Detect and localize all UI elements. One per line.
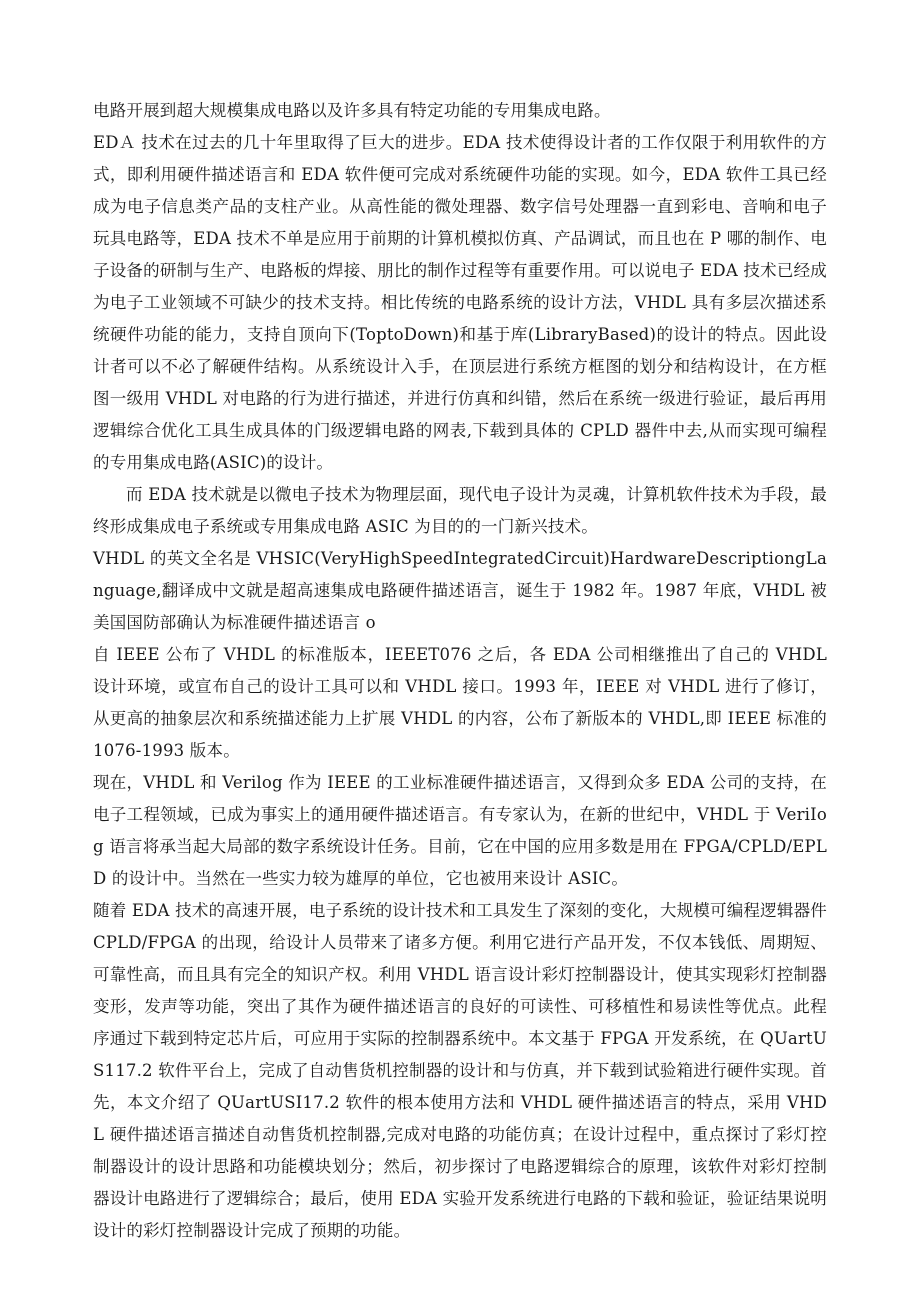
paragraph-vhdl-name: VHDL 的英文全名是 VHSIC(VeryHighSpeedIntegratedCircuit)HardwareDescriptiongLanguage,翻译成中文就是超高速集成电路硬件描述语言，诞生于 1982 年。1987 年底，VHDL 被美国国防部确认为标准硬件描述语言 o bbox=[93, 549, 827, 632]
paragraph-ieee-standard: 自 IEEE 公布了 VHDL 的标准版本，IEEET076 之后，各 EDA 公司相继推出了自己的 VHDL 设计环境，或宣布自己的设计工具可以和 VHDL 接口。1993 年，IEEE 对 VHDL 进行了修订，从更高的抽象层次和系统描述能力上扩展 VHDL 的内容，公布了新版本的 VHDL,即 IEEE 标准的 1076-1993 版本。 bbox=[93, 645, 827, 760]
body-text-column bbox=[93, 95, 827, 1247]
paragraph-eda-definition: 而 EDA 技术就是以微电子技术为物理层面，现代电子设计为灵魂，计算机软件技术为手段，最终形成集成电子系统或专用集成电路 ASIC 为目的的一门新兴技术。 bbox=[93, 485, 827, 536]
paragraph-vhdl-verilog: 现在，VHDL 和 Verilog 作为 IEEE 的工业标准硬件描述语言，又得到众多 EDA 公司的支持，在电子工程领域，已成为事实上的通用硬件描述语言。有专家认为，在新的世纪中，VHDL 于 VeriIog 语言将承当起大局部的数字系统设计任务。目前，它在中国的应用多数是用在 FPGA/CPLD/EPLD 的设计中。当然在一些实力较为雄厚的单位，它也被用来设计 ASIC。 bbox=[93, 773, 827, 888]
paragraph-project-summary: 随着 EDA 技术的高速开展，电子系统的设计技术和工具发生了深刻的变化，大规模可编程逻辑器件 CPLD/FPGA 的出现，给设计人员带来了诸多方便。利用它进行产品开发，不仅本钱低、周期短、可靠性高，而且具有完全的知识产权。利用 VHDL 语言设计彩灯控制器设计，使其实现彩灯控制器变形，发声等功能，突出了其作为硬件描述语言的良好的可读性、可移植性和易读性等优点。此程序通过下载到特定芯片后，可应用于实际的控制器系统中。本文基于 FPGA 开发系统，在 QUartUS117.2 软件平台上，完成了自动售货机控制器的设计和与仿真，并下载到试验箱进行硬件实现。首先，本文介绍了 QUartUSI17.2 软件的根本使用方法和 VHDL 硬件描述语言的特点，采用 VHDL 硬件描述语言描述自动售货机控制器,完成对电路的功能仿真；在设计过程中，重点探讨了彩灯控制器设计的设计思路和功能模块划分；然后，初步探讨了电路逻辑综合的原理，该软件对彩灯控制器设计电路进行了逻辑综合；最后，使用 EDA 实验开发系统进行电路的下载和验证，验证结果说明设计的彩灯控制器设计完成了预期的功能。 bbox=[93, 901, 827, 1240]
paragraph-intro-fragment: 电路开展到超大规模集成电路以及许多具有特定功能的专用集成电路。 bbox=[93, 101, 611, 120]
paragraph-eda-progress: EDＡ 技术在过去的几十年里取得了巨大的进步。EDA 技术使得设计者的工作仅限于利用软件的方式，即利用硬件描述语言和 EDA 软件便可完成对系统硬件功能的实现。如今，EDA 软件工具已经成为电子信息类产品的支柱产业。从高性能的微处理器、数字信号处理器一直到彩电、音响和电子玩具电路等，EDA 技术不单是应用于前期的计算机模拟仿真、产品调试，而且也在 P 哪的制作、电子设备的研制与生产、电路板的焊接、朋比的制作过程等有重要作用。可以说电子 EDA 技术已经成为电子工业领域不可缺少的技术支持。相比传统的电路系统的设计方法，VHDL 具有多层次描述系统硬件功能的能力，支持自顶向下(ToptoDown)和基于库(LibraryBased)的设计的特点。因此设计者可以不必了解硬件结构。从系统设计入手，在顶层进行系统方框图的划分和结构设计，在方框图一级用 VHDL 对电路的行为进行描述，并进行仿真和纠错，然后在系统一级进行验证，最后再用逻辑综合优化工具生成具体的门级逻辑电路的网表,下载到具体的 CPLD 器件中去,从而实现可编程的专用集成电路(ASIC)的设计。 bbox=[93, 133, 827, 472]
